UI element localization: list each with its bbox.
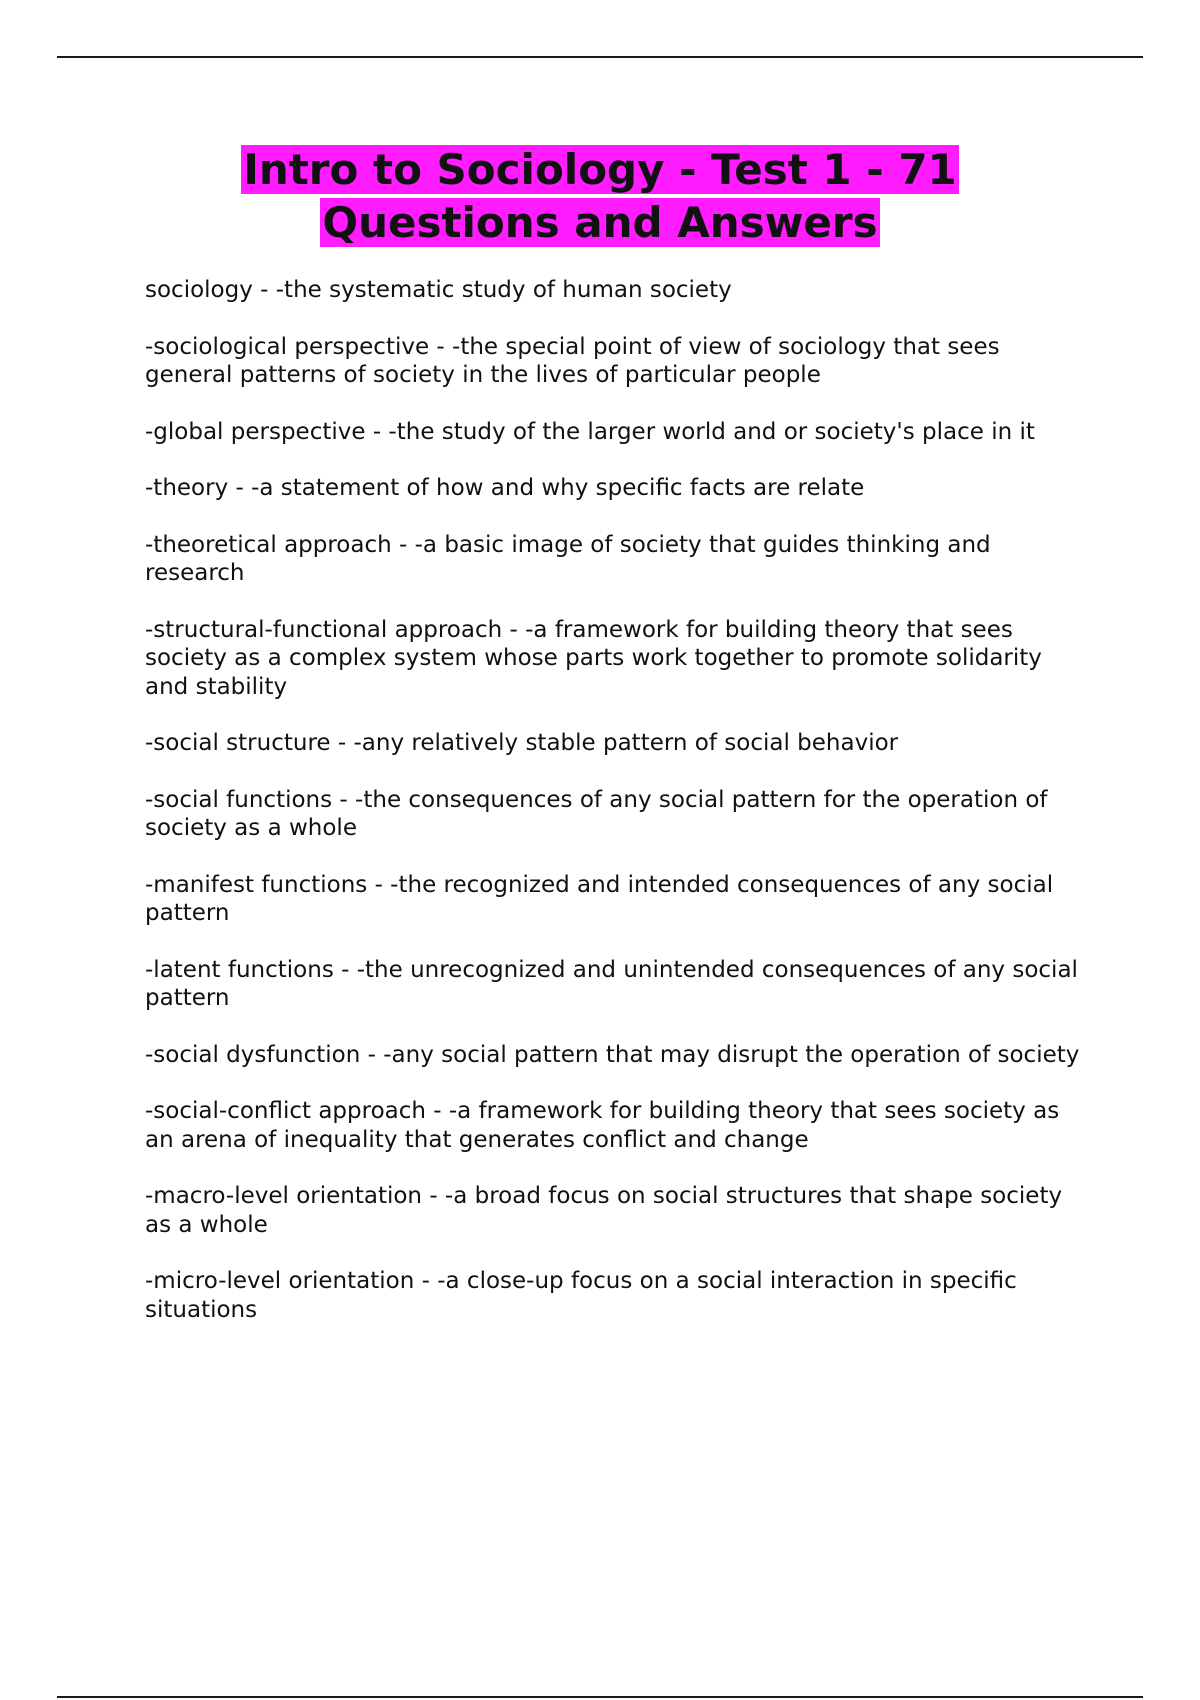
- qa-entry: sociology - -the systematic study of human society: [145, 277, 732, 303]
- qa-entry: -social structure - -any relatively stable pattern of social behavior: [145, 730, 899, 756]
- qa-entry: -structural-functional approach - -a framework for building theory that sees society as a complex system whose parts work together to promote solidarity and stability: [145, 616, 1042, 700]
- bottom-rule: [57, 1696, 1143, 1698]
- qa-entry: -latent functions - -the unrecognized and unintended consequences of any social pattern: [145, 956, 1078, 1011]
- qa-entry: -micro-level orientation - -a close-up focus on a social interaction in specific situations: [145, 1268, 1017, 1323]
- qa-entry: -global perspective - -the study of the larger world and or society's place in it: [145, 418, 1035, 445]
- qa-entry: -manifest functions - -the recognized and intended consequences of any social pattern: [145, 871, 1054, 926]
- qa-entry: -theory - -a statement of how and why specific facts are relate: [145, 475, 865, 501]
- qa-entry: -social dysfunction - -any social pattern that may disrupt the operation of society: [145, 1041, 1080, 1068]
- top-rule: [57, 56, 1143, 58]
- page-title-line-1: Intro to Sociology - Test 1 - 71: [243, 145, 957, 194]
- qa-entry: -theoretical approach - -a basic image of society that guides thinking and research: [145, 531, 991, 586]
- page-title-line-2: Questions and Answers: [322, 198, 878, 247]
- qa-entry: -sociological perspective - -the special point of view of sociology that sees general patterns of society in the lives of particular people: [145, 333, 1000, 388]
- qa-entry: -social-conflict approach - -a framework for building theory that sees society as an arena of inequality that generates conflict and change: [145, 1098, 1060, 1153]
- qa-entry: -macro-level orientation - -a broad focus on social structures that shape society as a whole: [145, 1183, 1063, 1238]
- qa-entry: -social functions - -the consequences of any social pattern for the operation of society as a whole: [145, 786, 1048, 841]
- page-title: [100, 143, 1100, 249]
- qa-list: [145, 276, 1090, 1352]
